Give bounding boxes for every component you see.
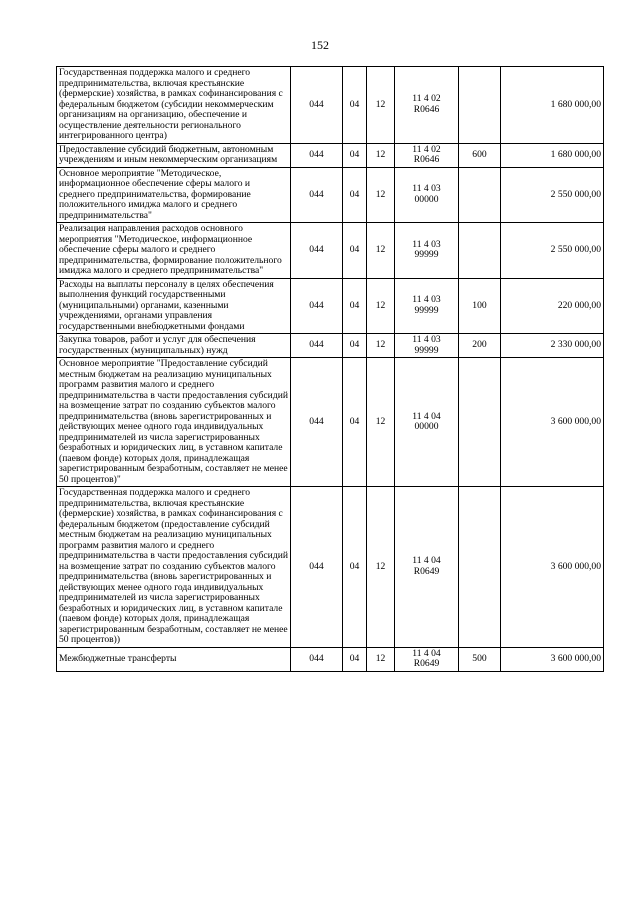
amount-cell: 2 550 000,00 — [501, 223, 604, 279]
item-name-cell: Основное мероприятие "Методическое, информационное обеспечение сферы малого и среднего предпринимательства, формирование положительного имиджа малого и среднего предпринимательства" — [57, 167, 291, 223]
table-row — [57, 67, 604, 144]
section-code-cell: 04 — [343, 487, 367, 648]
amount-cell: 1 680 000,00 — [501, 143, 604, 167]
expense-type-cell — [459, 358, 501, 487]
target-article-cell: 11 4 03 99999 — [395, 334, 459, 358]
ministry-code-cell: 044 — [291, 647, 343, 671]
target-article-cell: 11 4 03 99999 — [395, 223, 459, 279]
item-name-cell: Реализация направления расходов основного мероприятия "Методическое, информационное обеспечение сферы малого и среднего предпринимательства, формирование положительного имиджа малого и среднего предпринимательства" — [57, 223, 291, 279]
table-row — [57, 334, 604, 358]
ministry-code-cell: 044 — [291, 167, 343, 223]
subsection-code-cell: 12 — [367, 143, 395, 167]
subsection-code-cell: 12 — [367, 223, 395, 279]
expense-type-cell — [459, 223, 501, 279]
ministry-code-cell: 044 — [291, 67, 343, 144]
ministry-code-cell: 044 — [291, 358, 343, 487]
table-row — [57, 143, 604, 167]
ministry-code-cell: 044 — [291, 487, 343, 648]
item-name-cell: Межбюджетные трансферты — [57, 647, 291, 671]
subsection-code-cell: 12 — [367, 67, 395, 144]
ministry-code-cell: 044 — [291, 143, 343, 167]
expense-type-cell: 500 — [459, 647, 501, 671]
item-name-cell: Государственная поддержка малого и среднего предпринимательства, включая крестьянские (фермерские) хозяйства, в рамках софинансирования с федеральным бюджетом (предоставление субсидий местным бюджетам на реализацию муниципальных программ развития малого и среднего предпринимательства в части предоставления субсидий на возмещение затрат по созданию субъектов малого предпринимательства (вновь зарегистрированных и действующих менее одного года индивидуальных предпринимателей из числа зарегистрированных безработных и юридических лиц, в уставном капитале (паевом фонде) которых доля, принадлежащая зарегистрированным безработным, составляет не менее 50 процентов)) — [57, 487, 291, 648]
budget-table — [56, 66, 604, 672]
target-article-cell: 11 4 03 99999 — [395, 278, 459, 334]
table-row — [57, 358, 604, 487]
table-row — [57, 167, 604, 223]
subsection-code-cell: 12 — [367, 647, 395, 671]
amount-cell: 3 600 000,00 — [501, 647, 604, 671]
item-name-cell: Основное мероприятие "Предоставление субсидий местным бюджетам на реализацию муниципальных программ развития малого и среднего предпринимательства в части предоставления субсидий на возмещение затрат по созданию субъектов малого предпринимательства (вновь зарегистрированных и действующих менее одного года индивидуальных предпринимателей из числа зарегистрированных безработных и юридических лиц, в уставном капитале (паевом фонде) которых доля, принадлежащая зарегистрированным безработным, составляет не менее 50 процентов)" — [57, 358, 291, 487]
section-code-cell: 04 — [343, 67, 367, 144]
section-code-cell: 04 — [343, 167, 367, 223]
target-article-cell: 11 4 02 R0646 — [395, 67, 459, 144]
amount-cell: 2 330 000,00 — [501, 334, 604, 358]
item-name-cell: Предоставление субсидий бюджетным, автономным учреждениям и иным некоммерческим организациям — [57, 143, 291, 167]
item-name-cell: Закупка товаров, работ и услуг для обеспечения государственных (муниципальных) нужд — [57, 334, 291, 358]
subsection-code-cell: 12 — [367, 487, 395, 648]
section-code-cell: 04 — [343, 223, 367, 279]
section-code-cell: 04 — [343, 334, 367, 358]
expense-type-cell — [459, 167, 501, 223]
table-row — [57, 647, 604, 671]
table-row — [57, 223, 604, 279]
target-article-cell: 11 4 04 R0649 — [395, 487, 459, 648]
section-code-cell: 04 — [343, 358, 367, 487]
section-code-cell: 04 — [343, 278, 367, 334]
amount-cell: 2 550 000,00 — [501, 167, 604, 223]
expense-type-cell — [459, 487, 501, 648]
subsection-code-cell: 12 — [367, 334, 395, 358]
subsection-code-cell: 12 — [367, 167, 395, 223]
ministry-code-cell: 044 — [291, 334, 343, 358]
page-number: 152 — [311, 38, 329, 52]
amount-cell: 3 600 000,00 — [501, 358, 604, 487]
table-row — [57, 487, 604, 648]
expense-type-cell: 600 — [459, 143, 501, 167]
target-article-cell: 11 4 04 00000 — [395, 358, 459, 487]
expense-type-cell: 200 — [459, 334, 501, 358]
item-name-cell: Расходы на выплаты персоналу в целях обеспечения выполнения функций государственными (муниципальными) органами, казенными учреждениями, органами управления государственными внебюджетными фондами — [57, 278, 291, 334]
expense-type-cell — [459, 67, 501, 144]
ministry-code-cell: 044 — [291, 278, 343, 334]
subsection-code-cell: 12 — [367, 278, 395, 334]
subsection-code-cell: 12 — [367, 358, 395, 487]
section-code-cell: 04 — [343, 647, 367, 671]
ministry-code-cell: 044 — [291, 223, 343, 279]
expense-type-cell: 100 — [459, 278, 501, 334]
section-code-cell: 04 — [343, 143, 367, 167]
amount-cell: 3 600 000,00 — [501, 487, 604, 648]
target-article-cell: 11 4 02 R0646 — [395, 143, 459, 167]
item-name-cell: Государственная поддержка малого и среднего предпринимательства, включая крестьянские (фермерские) хозяйства, в рамках софинансирования с федеральным бюджетом (субсидии некоммерческим организациям на организацию, обеспечение и осуществление деятельности регионального интегрированного центра) — [57, 67, 291, 144]
amount-cell: 1 680 000,00 — [501, 67, 604, 144]
target-article-cell: 11 4 03 00000 — [395, 167, 459, 223]
budget-table-body — [57, 67, 604, 672]
table-row — [57, 278, 604, 334]
target-article-cell: 11 4 04 R0649 — [395, 647, 459, 671]
amount-cell: 220 000,00 — [501, 278, 604, 334]
